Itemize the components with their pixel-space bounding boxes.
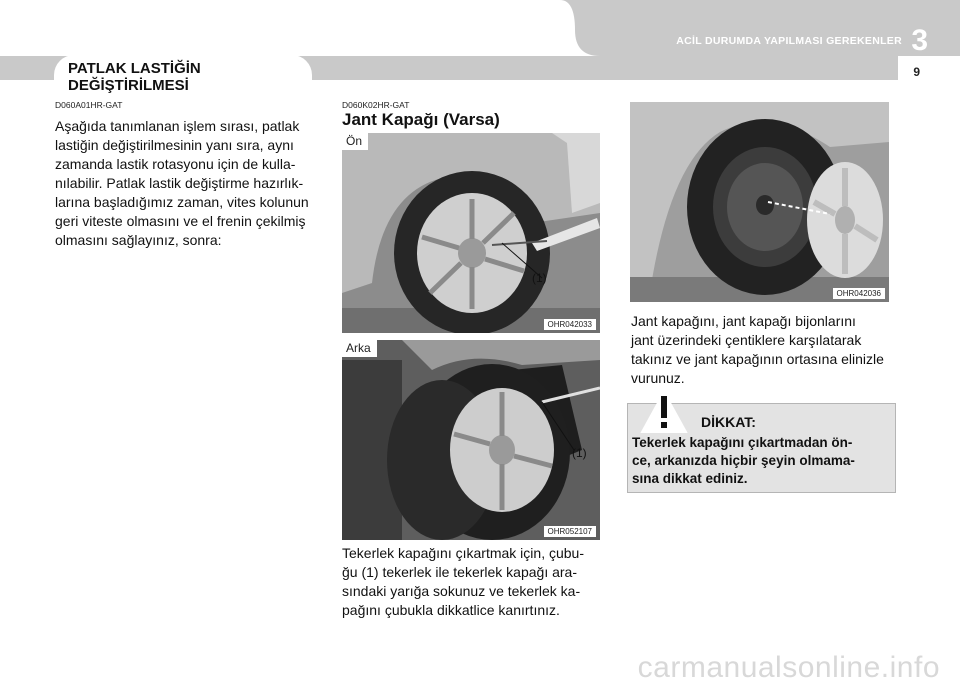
page-number: 9 <box>913 65 920 79</box>
caution-box <box>627 403 896 493</box>
left-paragraph-line: larına başladığımız zaman, vites kolunun <box>55 194 309 210</box>
caution-text-line: Tekerlek kapağını çıkartmadan ön- <box>632 435 853 450</box>
middle-paragraph-line: ğu (1) tekerlek ile tekerlek kapağı ara- <box>342 564 577 580</box>
left-code: D060A01HR-GAT <box>55 100 123 110</box>
photo-wheel-cover-code: OHR042036 <box>833 288 885 299</box>
photo-front-callout: (1) <box>532 271 547 285</box>
photo-front-code: OHR042033 <box>544 319 596 330</box>
left-paragraph-line: geri viteste olmasını ve el frenin çekilmiş <box>55 213 306 229</box>
chapter-number: 3 <box>911 24 928 57</box>
middle-paragraph-line: pağını çubukla dikkatlice kanırtınız. <box>342 602 560 618</box>
left-paragraph-line: nılabilir. Patlak lastik değiştirme hazırlık- <box>55 175 304 191</box>
middle-paragraph-line: sındaki yarığa sokunuz ve tekerlek ka- <box>342 583 581 599</box>
photo-rear-code: OHR052107 <box>544 526 596 537</box>
caution-text-line: sına dikkat ediniz. <box>632 471 748 486</box>
chapter-title: ACİL DURUMDA YAPILMASI GEREKENLER <box>676 35 902 47</box>
middle-paragraph-line: Tekerlek kapağını çıkartmak için, çubu- <box>342 545 584 561</box>
rear-wheel-illustration <box>342 340 600 540</box>
photo-wheel-cover <box>630 102 889 302</box>
right-paragraph-line: jant üzerindeki çentiklere karşılatarak <box>631 332 862 348</box>
right-paragraph-line: takınız ve jant kapağının ortasına elinizle <box>631 351 884 367</box>
right-paragraph <box>631 312 893 388</box>
section-title-line-1: PATLAK LASTİĞİN <box>68 60 201 77</box>
left-paragraph-line: olmasını sağlayınız, sonra: <box>55 232 222 248</box>
photo-rear-tag: Arka <box>342 340 377 357</box>
left-paragraph-line: lastiğin değiştirilmesinin yanı sıra, aynı <box>55 137 294 153</box>
watermark: carmanualsonline.info <box>637 651 940 684</box>
photo-front-wheel <box>342 133 600 333</box>
left-paragraph <box>55 117 313 250</box>
right-paragraph-line: Jant kapağını, jant kapağı bijonlarını <box>631 313 856 329</box>
caution-text-line: ce, arkanızda hiçbir şeyin olmama- <box>632 453 855 468</box>
subsection-heading: Jant Kapağı (Varsa) <box>342 110 500 129</box>
front-wheel-illustration <box>342 133 600 333</box>
left-paragraph-line: Aşağıda tanımlanan işlem sırası, patlak <box>55 118 300 134</box>
section-title-line-2: DEĞİŞTİRİLMESİ <box>68 77 189 94</box>
caution-title: DİKKAT: <box>701 414 756 430</box>
photo-rear-wheel <box>342 340 600 540</box>
photo-rear-callout: (1) <box>572 446 587 460</box>
section-title <box>68 60 298 94</box>
middle-code: D060K02HR-GAT <box>342 100 410 110</box>
warning-icon <box>640 390 688 434</box>
right-paragraph-line: vurunuz. <box>631 370 685 386</box>
photo-front-tag: Ön <box>342 133 368 150</box>
left-paragraph-line: zamanda lastik rotasyonu için de kulla- <box>55 156 296 172</box>
caution-text <box>632 434 894 488</box>
wheel-cover-illustration <box>630 102 889 302</box>
middle-paragraph <box>342 544 604 620</box>
